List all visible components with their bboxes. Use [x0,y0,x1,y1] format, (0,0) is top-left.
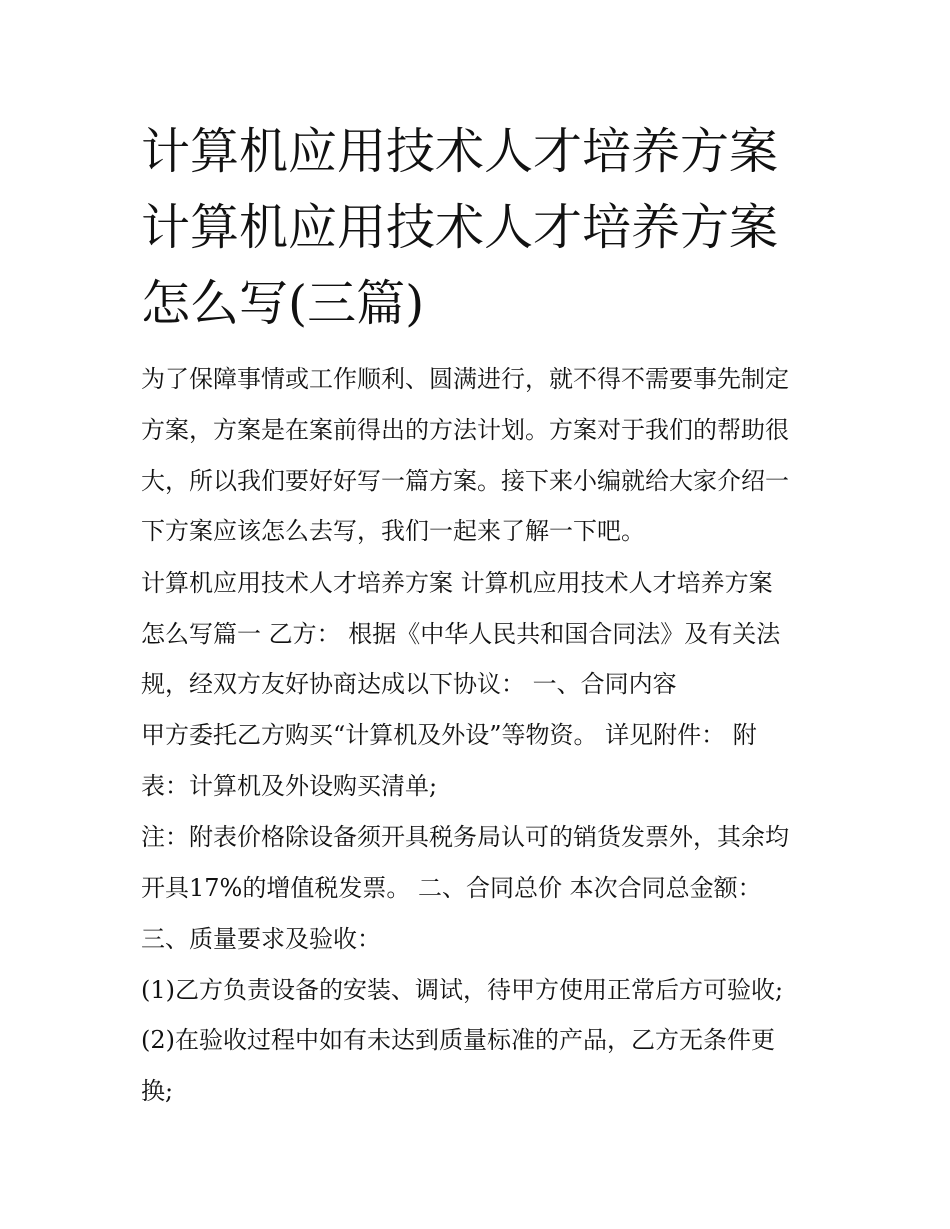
body-line-15: 换; [141,1077,174,1105]
body-line-1: 为了保障事情或工作顺利、圆满进行，就不得不需要事先制定 [141,365,789,393]
body-line-12: 三、质量要求及验收： [141,925,381,953]
body-line-9: 表：计算机及外设购买清单; [141,772,438,800]
body-line-2: 方案，方案是在案前得出的方法计划。方案对于我们的帮助很 [141,416,789,444]
body-line-8: 甲方委托乙方购买“计算机及外设”等物资。 详见附件： 附 [141,721,757,749]
body-line-3: 大，所以我们要好好写一篇方案。接下来小编就给大家介绍一 [141,467,789,495]
body-line-10: 注：附表价格除设备须开具税务局认可的销货发票外，其余均 [141,823,789,851]
body-line-13: (1)乙方负责设备的安装、调试，待甲方使用正常后方可验收; [141,976,784,1004]
body-line-11: 开具17%的增值税发票。 二、合同总价 本次合同总金额： [141,874,762,902]
title-line-3: 怎么写(三篇) [141,275,425,332]
title-line-1: 计算机应用技术人才培养方案 [141,123,779,180]
body-line-4: 下方案应该怎么去写，我们一起来了解一下吧。 [141,517,645,545]
body-line-14: (2)在验收过程中如有未达到质量标准的产品，乙方无条件更 [141,1026,775,1054]
body-line-7: 规，经双方友好协商达成以下协议： 一、合同内容 [141,670,677,698]
title-line-2: 计算机应用技术人才培养方案 [141,199,779,256]
body-line-5: 计算机应用技术人才培养方案 计算机应用技术人才培养方案 [141,569,773,597]
document-title [141,114,831,342]
body-line-6: 怎么写篇一 乙方： 根据《中华人民共和国合同法》及有关法 [141,620,781,648]
